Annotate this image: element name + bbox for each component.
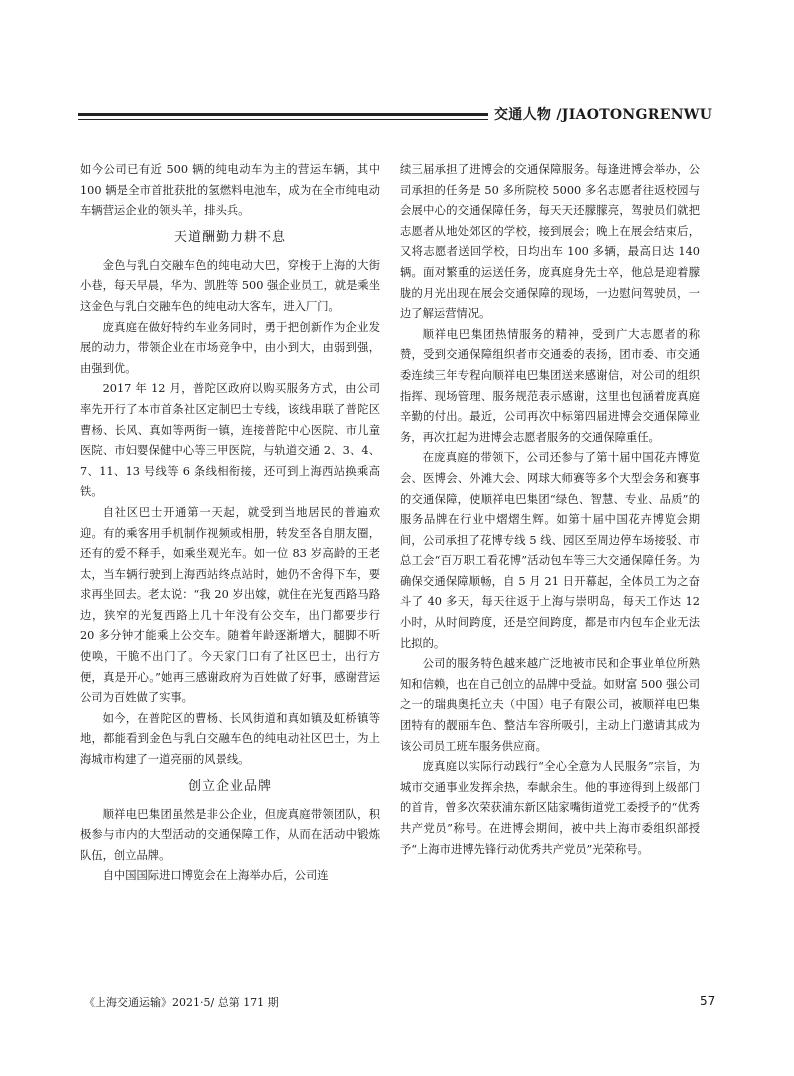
section-heading: 创立企业品牌 <box>187 778 272 794</box>
section-header-title: 交通人物 /JIAOTONGRENWU <box>494 107 713 123</box>
paragraph: 顺祥电巴集团热情服务的精神，受到广大志愿者的称赞，受到交通保障组织者市交通委的表扬，团市委、市交通委连续三年专程向顺祥电巴集团送来感谢信，对公司的组织指挥、现场管理、服务规范表示感谢，这里也包涵着庞真庭辛勤的付出。最近，公司再次中标第四届进博会交通保障业务，再次扛起为进博会志愿者服务的交通保障重任。 <box>400 327 700 444</box>
header-rule-thick <box>78 113 488 116</box>
paragraph: 金色与乳白交融车色的纯电动大巴，穿梭于上海的大街小巷，每天早晨，华为、凯胜等 500 强企业员工，就是乘坐这金色与乳白交融车色的纯电动大客车，进入厂门。 <box>80 258 380 313</box>
paragraph: 自社区巴士开通第一天起，就受到当地居民的普遍欢迎。有的乘客用手机制作视频或相册，转发至各自朋友圈，还有的爱不释手，如乘坐观光车。如一位 83 岁高龄的王老太，当车辆行驶到上海西站终点站时，她仍不舍得下车，要求再坐回去。老太说：“我 20 岁出嫁，就住在光复西路马路边，狭窄的光复西路上几十年没有公交车，出门都要步行 20 多分钟才能乘上公交车。随着年龄逐渐增大，腿脚不听使唤，干脆不出门了。今天家门口有了社区巴士，出行方便，真是开心。”她再三感谢政府为百姓做了好事，感谢营运公司为百姓做了实事。 <box>80 505 380 705</box>
right-column <box>400 160 700 860</box>
section-heading: 天道酬勤力耕不息 <box>173 229 286 245</box>
paragraph: 如今，在普陀区的曹杨、长风街道和真如镇及虹桥镇等地，都能看到金色与乳白交融车色的纯电动社区巴士，为上海城市构建了一道亮丽的风景线。 <box>80 711 380 767</box>
paragraph: 自中国国际进口博览会在上海举办后，公司连 <box>102 869 329 883</box>
paragraph: 庞真庭以实际行动践行“全心全意为人民服务”宗旨，为城市交通事业发挥余热，奉献余生。他的事迹得到上级部门的首肯，曾多次荣获浦东新区陆家嘴街道党工委授予的“优秀共产党员”称号。在进博会期间，被中共上海市委组织部授予“上海市进博先锋行动优秀共产党员”光荣称号。 <box>400 760 700 856</box>
left-column <box>80 160 380 887</box>
paragraph: 顺祥电巴集团虽然是非公企业，但庞真庭带领团队，积极参与市内的大型活动的交通保障工作，从而在活动中锻炼队伍，创立品牌。 <box>80 807 380 862</box>
paragraph: 庞真庭在做好特约车业务同时，勇于把创新作为企业发展的动力，带领企业在市场竞争中，由小到大，由弱到强，由强到优。 <box>80 320 380 375</box>
paragraph: 如今公司已有近 500 辆的纯电动车为主的营运车辆，其中 100 辆是全市首批获批的氢燃料电池车，成为在全市纯电动车辆营运企业的领头羊，排头兵。 <box>80 163 380 218</box>
paragraph: 公司的服务特色越来越广泛地被市民和企事业单位所熟知和信赖，也在自己创立的品牌中受益。如财富 500 强公司之一的瑞典奥托立夫（中国）电子有限公司，被顺祥电巴集团特有的靓丽车色、整洁车容所吸引，主动上门邀请其成为该公司员工班车服务供应商。 <box>400 657 700 753</box>
page-number: 57 <box>700 994 716 1008</box>
paragraph: 在庞真庭的带领下，公司还参与了第十届中国花卉博览会、医博会、外滩大会、网球大师赛等多个大型会务和赛事的交通保障，使顺祥电巴集团“绿色、智慧、专业、品质”的服务品牌在行业中熠熠生辉。如第十届中国花卉博览会期间，公司承担了花博专线 5 线、园区至周边停车场接驳、市总工会“百万职工看花博”活动包车等三大交通保障任务。为确保交通保障顺畅，自 5 月 21 日开幕起，全体员工为之奋斗了 40 多天，每天往返于上海与崇明岛，每天工作达 12 小时，从时间跨度，还是空间跨度，都是市内包车企业无法比拟的。 <box>400 451 700 650</box>
header-rule-thin <box>78 119 488 120</box>
journal-citation: 《上海交通运输》2021·5/ 总第 171 期 <box>84 996 279 1009</box>
paragraph: 续三届承担了进博会的交通保障服务。每逢进博会举办，公司承担的任务是 50 多所院校 5000 多名志愿者往返校园与会展中心的交通保障任务，每天天还朦朦亮，驾驶员们就把志愿者从地处郊区的学校，接到展会；晚上在展会结束后，又将志愿者送回学校，日均出车 100 多辆，最高日达 140 辆。面对繁重的运送任务，庞真庭身先士卒，他总是迎着朦胧的月光出现在展会交通保障的现场，一边慰问驾驶员，一边了解运营情况。 <box>400 163 700 321</box>
paragraph: 2017 年 12 月，普陀区政府以购买服务方式，由公司率先开行了本市首条社区定制巴士专线，该线串联了普陀区曹杨、长风、真如等两街一镇，连接普陀中心医院、市儿童医院、市妇婴保健中心等三甲医院，与轨道交通 2、3、4、7、11、13 号线等 6 条线相衔接，还可到上海西站换乘高铁。 <box>80 382 380 499</box>
